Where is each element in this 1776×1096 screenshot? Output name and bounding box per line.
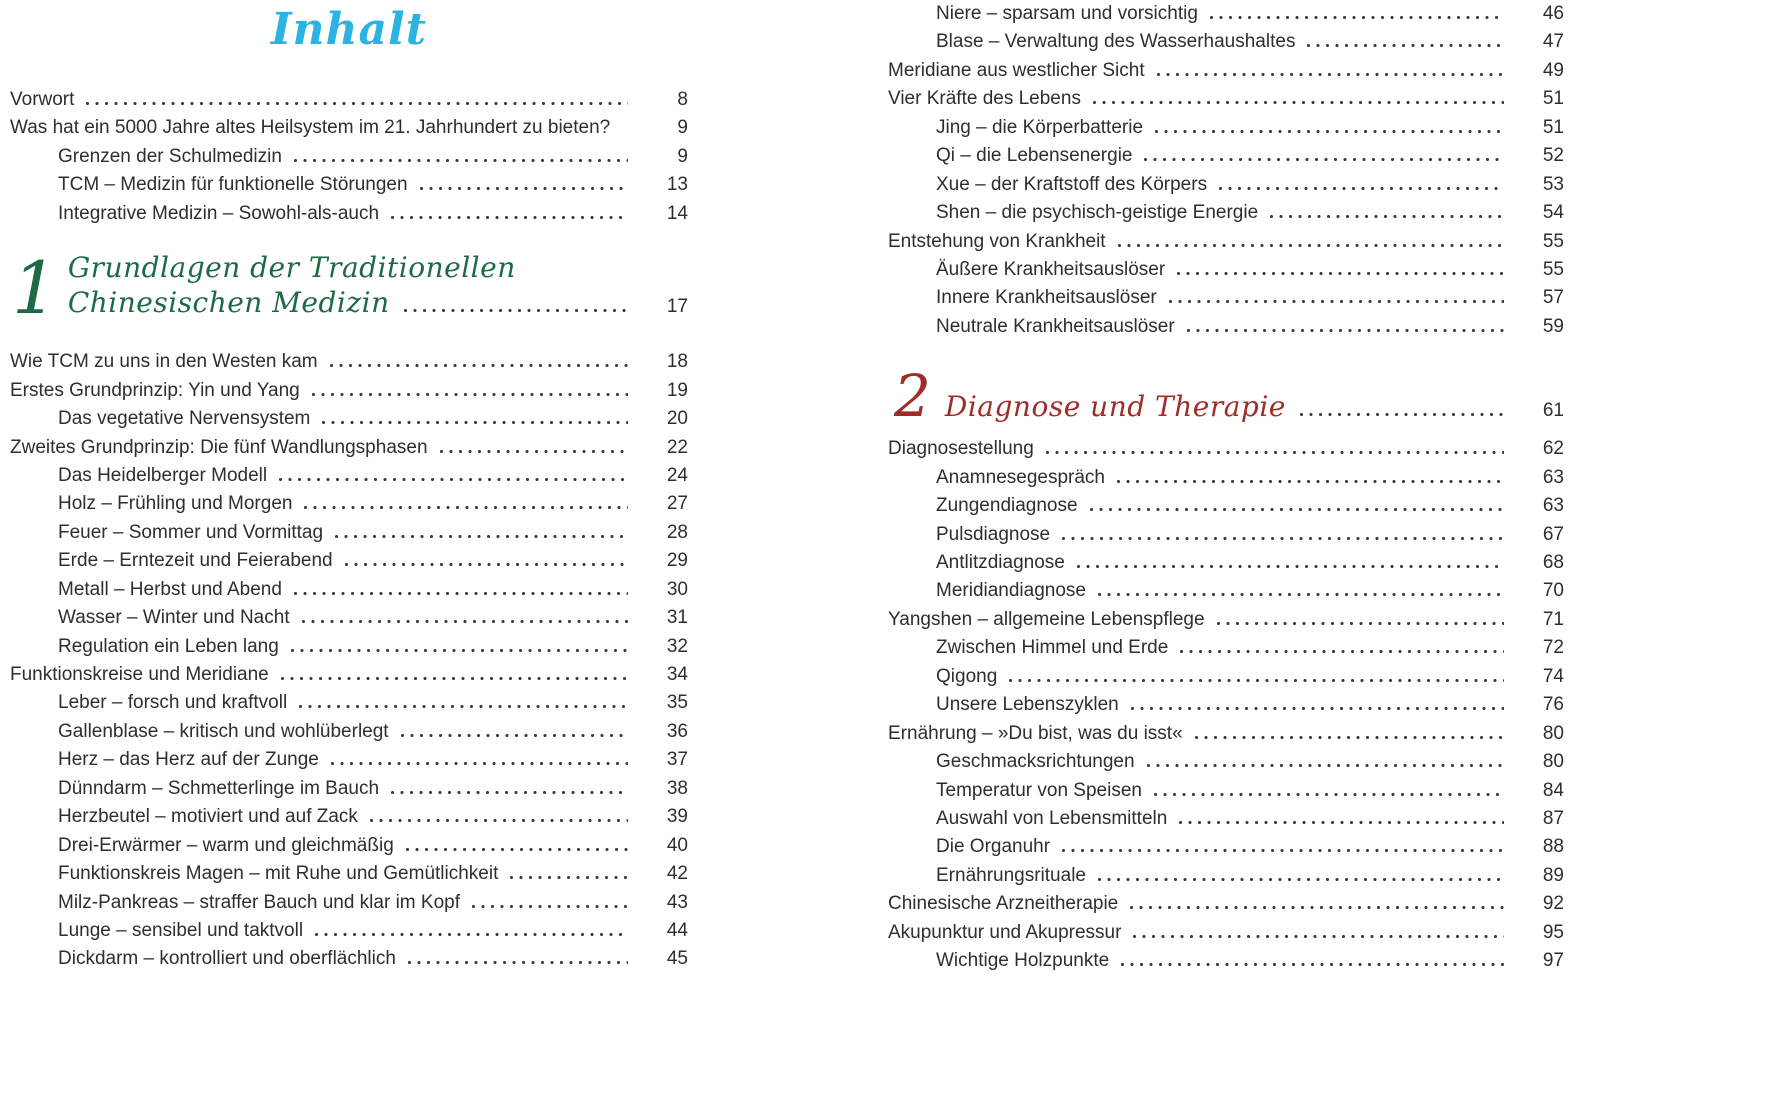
toc-entry-label: Das Heidelberger Modell xyxy=(58,464,268,486)
toc-entry xyxy=(10,547,688,575)
toc-entry-label: Dünndarm – Schmetterlinge im Bauch xyxy=(58,777,380,799)
toc-entry-label: Wie TCM zu uns in den Westen kam xyxy=(10,351,318,373)
toc-entry-label: Qi – die Lebensenergie xyxy=(936,145,1133,167)
toc-entry-label: Integrative Medizin – Sowohl-als-auch xyxy=(58,202,380,224)
toc-entry xyxy=(888,634,1564,662)
dot-leader xyxy=(1118,244,1504,247)
dot-leader xyxy=(1300,413,1504,416)
toc-entry-label: Wichtige Holzpunkte xyxy=(936,950,1110,972)
chapter-2-page-number: 61 xyxy=(1542,400,1564,422)
toc-entry xyxy=(10,490,688,518)
toc-entry xyxy=(888,919,1564,947)
dot-leader xyxy=(86,102,628,105)
toc-entry-label: Feuer – Sommer und Vormittag xyxy=(58,521,324,543)
dot-leader xyxy=(281,677,628,680)
toc-entry-label: Holz – Frühling und Morgen xyxy=(58,493,293,515)
toc-entry-page: 28 xyxy=(666,521,688,543)
toc-entry-label: Erstes Grundprinzip: Yin und Yang xyxy=(10,379,300,401)
toc-entry xyxy=(10,114,688,142)
dot-leader xyxy=(370,819,628,822)
toc-entry-page: 39 xyxy=(666,806,688,828)
toc-entry-label: Regulation ein Leben lang xyxy=(58,635,279,657)
dot-leader xyxy=(1090,508,1504,511)
toc-entry-label: Funktionskreis Magen – mit Ruhe und Gemütlichkeit xyxy=(58,863,499,885)
dot-leader xyxy=(291,649,628,652)
toc-entry-label: Wasser – Winter und Nacht xyxy=(58,607,290,629)
toc-entry-label: Neutrale Krankheitsauslöser xyxy=(936,315,1175,337)
dot-leader xyxy=(1180,650,1504,653)
toc-entry xyxy=(888,435,1564,463)
toc-entry-label: TCM – Medizin für funktionelle Störungen xyxy=(58,174,408,196)
toc-entry-page: 63 xyxy=(1542,495,1564,517)
toc-entry xyxy=(10,746,688,774)
toc-entry-label: Die Organuhr xyxy=(936,836,1051,858)
toc-entry-label: Pulsdiagnose xyxy=(936,523,1051,545)
toc-entry-page: 72 xyxy=(1542,637,1564,659)
dot-leader xyxy=(331,762,628,765)
toc-entry xyxy=(10,434,688,462)
dot-leader xyxy=(1062,537,1504,540)
toc-entry-page: 97 xyxy=(1542,950,1564,972)
toc-entry xyxy=(888,171,1564,199)
toc-entry-label: Xue – der Kraftstoff des Körpers xyxy=(936,173,1208,195)
toc-entry xyxy=(888,284,1564,312)
front-matter-list xyxy=(10,86,688,228)
toc-entry-page: 62 xyxy=(1542,438,1564,460)
toc-entry xyxy=(10,803,688,831)
toc-entry xyxy=(888,577,1564,605)
toc-entry xyxy=(10,200,688,228)
toc-entry-label: Anamnesegespräch xyxy=(936,466,1105,488)
toc-entry-page: 92 xyxy=(1542,893,1564,915)
dot-leader xyxy=(391,791,628,794)
toc-entry-page: 8 xyxy=(677,89,688,110)
toc-entry-page: 51 xyxy=(1542,116,1564,138)
toc-entry-label: Jing – die Körperbatterie xyxy=(936,116,1144,138)
toc-entry-label: Innere Krankheitsauslöser xyxy=(936,287,1157,309)
toc-entry xyxy=(10,860,688,888)
toc-entry xyxy=(888,748,1564,776)
toc-entry-label: Zwischen Himmel und Erde xyxy=(936,637,1169,659)
chapter-1-title-line1: Grundlagen der Traditionellen xyxy=(67,251,516,285)
dot-leader xyxy=(1154,793,1504,796)
dot-leader xyxy=(335,535,628,538)
toc-entry-page: 20 xyxy=(666,408,688,430)
toc-entry-page: 80 xyxy=(1542,722,1564,744)
toc-entry-page: 35 xyxy=(666,692,688,714)
toc-entry-page: 53 xyxy=(1542,173,1564,195)
toc-entry-page: 59 xyxy=(1542,315,1564,337)
dot-leader xyxy=(391,216,628,219)
dot-leader xyxy=(1147,764,1504,767)
toc-entry-page: 47 xyxy=(1542,31,1564,53)
toc-entry xyxy=(10,519,688,547)
toc-entry-page: 30 xyxy=(666,578,688,600)
toc-entry xyxy=(888,720,1564,748)
toc-entry xyxy=(10,462,688,490)
dot-leader xyxy=(1177,272,1504,275)
toc-entry xyxy=(10,889,688,917)
dot-leader xyxy=(1307,44,1504,47)
toc-entry-page: 9 xyxy=(677,145,688,167)
dot-leader xyxy=(1117,480,1504,483)
toc-entry-page: 46 xyxy=(1542,3,1564,24)
toc-entry-page: 31 xyxy=(666,607,688,629)
toc-left-column xyxy=(10,0,688,974)
toc-entry xyxy=(888,890,1564,918)
toc-entry-label: Unsere Lebenszyklen xyxy=(936,694,1119,716)
toc-entry-label: Vorwort xyxy=(10,89,75,110)
chapter-1-title-block xyxy=(68,250,688,320)
dot-leader xyxy=(279,478,628,481)
toc-entry xyxy=(10,832,688,860)
page-title: Inhalt xyxy=(270,4,428,55)
toc-entry xyxy=(888,833,1564,861)
dot-leader xyxy=(1195,736,1504,739)
toc-entry xyxy=(888,862,1564,890)
toc-entry-page: 67 xyxy=(1542,523,1564,545)
chapter-1-heading xyxy=(10,246,688,331)
toc-entry xyxy=(888,57,1564,85)
toc-entry-page: 55 xyxy=(1542,258,1564,280)
chapter-2-title-row xyxy=(945,389,1564,424)
dot-leader xyxy=(1009,679,1504,682)
dot-leader xyxy=(1187,329,1504,332)
toc-entry-label: Dickdarm – kontrolliert und oberflächlich xyxy=(58,948,396,970)
toc-entry xyxy=(888,142,1564,170)
toc-entry-page: 80 xyxy=(1542,751,1564,773)
toc-entry xyxy=(888,947,1564,975)
chapter-2-heading xyxy=(888,362,1564,431)
toc-entry-label: Zungendiagnose xyxy=(936,495,1078,517)
toc-entry xyxy=(888,777,1564,805)
toc-entry-page: 49 xyxy=(1542,59,1564,81)
toc-entry-label: Grenzen der Schulmedizin xyxy=(58,145,282,167)
dot-leader xyxy=(1217,622,1504,625)
toc-entry-page: 44 xyxy=(666,919,688,941)
toc-entry-label: Funktionskreise und Meridiane xyxy=(10,664,269,685)
toc-entry-label: Temperatur von Speisen xyxy=(936,779,1142,801)
toc-entry xyxy=(10,143,688,171)
dot-leader xyxy=(622,130,628,133)
toc-entry-label: Ernährung – »Du bist, was du isst« xyxy=(888,722,1183,744)
toc-entry xyxy=(10,576,688,604)
dot-leader xyxy=(330,364,628,367)
toc-entry-label: Leber – forsch und kraftvoll xyxy=(58,692,288,714)
dot-leader xyxy=(406,848,628,851)
toc-entry-page: 38 xyxy=(666,777,688,799)
dot-leader xyxy=(420,187,628,190)
toc-entry-label: Was hat ein 5000 Jahre altes Heilsystem im 21. Jahrhundert zu bieten? xyxy=(10,117,611,139)
dot-leader xyxy=(302,620,628,623)
toc-entry-label: Das vegetative Nervensystem xyxy=(58,408,311,430)
chapter-1-title-row xyxy=(68,285,688,320)
toc-entry xyxy=(10,718,688,746)
toc-right-column xyxy=(888,0,1564,976)
toc-entry xyxy=(888,691,1564,719)
toc-entry xyxy=(888,85,1564,113)
dot-leader xyxy=(1179,821,1504,824)
toc-entry-label: Antlitzdiagnose xyxy=(936,552,1065,573)
toc-entry xyxy=(10,917,688,945)
dot-leader xyxy=(1093,101,1504,104)
toc-entry xyxy=(10,689,688,717)
toc-entry-page: 34 xyxy=(666,664,688,685)
toc-entry-label: Metall – Herbst und Abend xyxy=(58,578,282,600)
toc-entry xyxy=(10,171,688,199)
toc-entry-page: 87 xyxy=(1542,807,1564,829)
toc-entry xyxy=(888,199,1564,227)
dot-leader xyxy=(345,563,628,566)
chapter-2-title: Diagnose und Therapie xyxy=(944,390,1286,424)
toc-entry-page: 89 xyxy=(1542,864,1564,886)
toc-entry xyxy=(888,663,1564,691)
toc-entry-label: Lunge – sensibel und taktvoll xyxy=(58,919,304,941)
dot-leader xyxy=(1219,187,1504,190)
dot-leader xyxy=(315,933,628,936)
toc-entry xyxy=(888,228,1564,256)
toc-entry xyxy=(888,28,1564,56)
dot-leader xyxy=(1157,73,1504,76)
toc-entry-page: 27 xyxy=(666,493,688,515)
toc-entry xyxy=(10,945,688,973)
toc-entry-label: Niere – sparsam und vorsichtig xyxy=(936,3,1198,24)
toc-entry-page: 63 xyxy=(1542,466,1564,488)
toc-entry-label: Herz – das Herz auf der Zunge xyxy=(58,749,319,771)
toc-entry-label: Milz-Pankreas – straffer Bauch und klar im Kopf xyxy=(58,891,460,913)
toc-entry-label: Shen – die psychisch-geistige Energie xyxy=(936,202,1259,224)
toc-entry-label: Gallenblase – kritisch und wohlüberlegt xyxy=(58,720,389,742)
dot-leader xyxy=(312,393,628,396)
dot-leader xyxy=(1210,16,1504,19)
chapter-1-page-number: 17 xyxy=(666,296,688,318)
toc-entry-label: Geschmacksrichtungen xyxy=(936,751,1135,773)
toc-entry-label: Ernährungsrituale xyxy=(936,864,1086,886)
dot-leader xyxy=(1155,130,1504,133)
toc-entry xyxy=(888,606,1564,634)
chapter-2-entry-list xyxy=(888,435,1564,975)
dot-leader xyxy=(299,705,628,708)
dot-leader xyxy=(294,159,628,162)
toc-entry xyxy=(10,604,688,632)
toc-entry-page: 29 xyxy=(666,550,688,572)
toc-entry-page: 55 xyxy=(1542,230,1564,252)
toc-entry-page: 19 xyxy=(666,379,688,401)
dot-leader xyxy=(408,961,628,964)
chapter-2-number: 2 xyxy=(894,362,931,431)
chapter-1-entry-list-continued xyxy=(888,0,1564,341)
toc-entry xyxy=(888,0,1564,28)
toc-entry-page: 14 xyxy=(666,202,688,224)
dot-leader xyxy=(304,506,628,509)
toc-entry xyxy=(10,633,688,661)
dot-leader xyxy=(294,592,628,595)
toc-entry xyxy=(888,549,1564,577)
dot-leader xyxy=(404,309,628,312)
toc-entry-page: 57 xyxy=(1542,287,1564,309)
toc-entry xyxy=(10,405,688,433)
toc-entry-page: 88 xyxy=(1542,836,1564,858)
dot-leader xyxy=(1131,707,1504,710)
dot-leader xyxy=(1121,963,1504,966)
toc-entry-page: 45 xyxy=(666,948,688,970)
chapter-1-title-line2: Chinesischen Medizin xyxy=(67,286,390,320)
toc-entry-label: Chinesische Arzneitherapie xyxy=(888,893,1119,915)
toc-entry-label: Entstehung von Krankheit xyxy=(888,230,1106,252)
toc-entry xyxy=(10,661,688,689)
toc-entry-label: Vier Kräfte des Lebens xyxy=(888,88,1081,110)
dot-leader xyxy=(1133,935,1504,938)
dot-leader xyxy=(1130,906,1504,909)
dot-leader xyxy=(1270,215,1504,218)
toc-entry-label: Herzbeutel – motiviert und auf Zack xyxy=(58,806,358,828)
dot-leader xyxy=(1098,878,1504,881)
toc-entry-label: Äußere Krankheitsauslöser xyxy=(936,258,1166,280)
toc-entry-page: 42 xyxy=(666,863,688,885)
dot-leader xyxy=(1098,593,1504,596)
toc-entry xyxy=(888,521,1564,549)
toc-entry-page: 76 xyxy=(1542,694,1564,716)
toc-entry-label: Auswahl von Lebensmitteln xyxy=(936,807,1168,829)
toc-entry-page: 32 xyxy=(666,635,688,657)
toc-entry-page: 74 xyxy=(1542,665,1564,687)
toc-entry-page: 9 xyxy=(677,117,688,139)
toc-entry-page: 95 xyxy=(1542,921,1564,943)
toc-entry xyxy=(10,86,688,114)
toc-entry-label: Meridiane aus westlicher Sicht xyxy=(888,59,1145,81)
toc-entry-page: 51 xyxy=(1542,88,1564,110)
toc-entry xyxy=(10,775,688,803)
dot-leader xyxy=(510,876,628,879)
toc-entry-label: Akupunktur und Akupressur xyxy=(888,921,1122,943)
toc-entry xyxy=(888,464,1564,492)
toc-entry-page: 24 xyxy=(666,464,688,486)
toc-entry-label: Erde – Erntezeit und Feierabend xyxy=(58,550,333,572)
toc-entry-page: 54 xyxy=(1542,202,1564,224)
toc-entry-label: Zweites Grundprinzip: Die fünf Wandlungsphasen xyxy=(10,436,428,458)
dot-leader xyxy=(322,421,628,424)
toc-entry-label: Blase – Verwaltung des Wasserhaushaltes xyxy=(936,31,1296,53)
toc-entry xyxy=(888,256,1564,284)
toc-entry xyxy=(888,114,1564,142)
toc-entry-page: 36 xyxy=(666,720,688,742)
toc-entry xyxy=(888,492,1564,520)
toc-entry xyxy=(10,348,688,376)
dot-leader xyxy=(1046,451,1504,454)
toc-entry xyxy=(888,805,1564,833)
toc-entry-page: 68 xyxy=(1542,552,1564,573)
toc-entry-page: 22 xyxy=(666,436,688,458)
dot-leader xyxy=(1062,849,1504,852)
toc-entry-label: Meridiandiagnose xyxy=(936,580,1086,602)
dot-leader xyxy=(1144,158,1504,161)
toc-entry-page: 40 xyxy=(666,834,688,856)
toc-entry-page: 70 xyxy=(1542,580,1564,602)
toc-entry xyxy=(888,313,1564,341)
toc-entry-page: 71 xyxy=(1542,608,1564,630)
toc-entry-page: 13 xyxy=(666,174,688,196)
dot-leader xyxy=(1077,565,1504,568)
toc-entry-page: 84 xyxy=(1542,779,1564,801)
toc-entry-page: 52 xyxy=(1542,145,1564,167)
toc-entry-label: Qigong xyxy=(936,665,998,687)
chapter-1-entry-list xyxy=(10,348,688,974)
dot-leader xyxy=(472,905,628,908)
dot-leader xyxy=(401,734,628,737)
toc-entry-label: Yangshen – allgemeine Lebenspflege xyxy=(888,608,1205,630)
dot-leader xyxy=(440,450,628,453)
toc-entry-page: 18 xyxy=(666,351,688,373)
toc-entry-page: 37 xyxy=(666,749,688,771)
toc-entry-page: 43 xyxy=(666,891,688,913)
toc-entry-label: Diagnosestellung xyxy=(888,438,1034,460)
toc-entry xyxy=(10,377,688,405)
dot-leader xyxy=(1169,300,1504,303)
toc-entry-label: Drei-Erwärmer – warm und gleichmäßig xyxy=(58,834,394,856)
chapter-1-number: 1 xyxy=(12,246,58,331)
